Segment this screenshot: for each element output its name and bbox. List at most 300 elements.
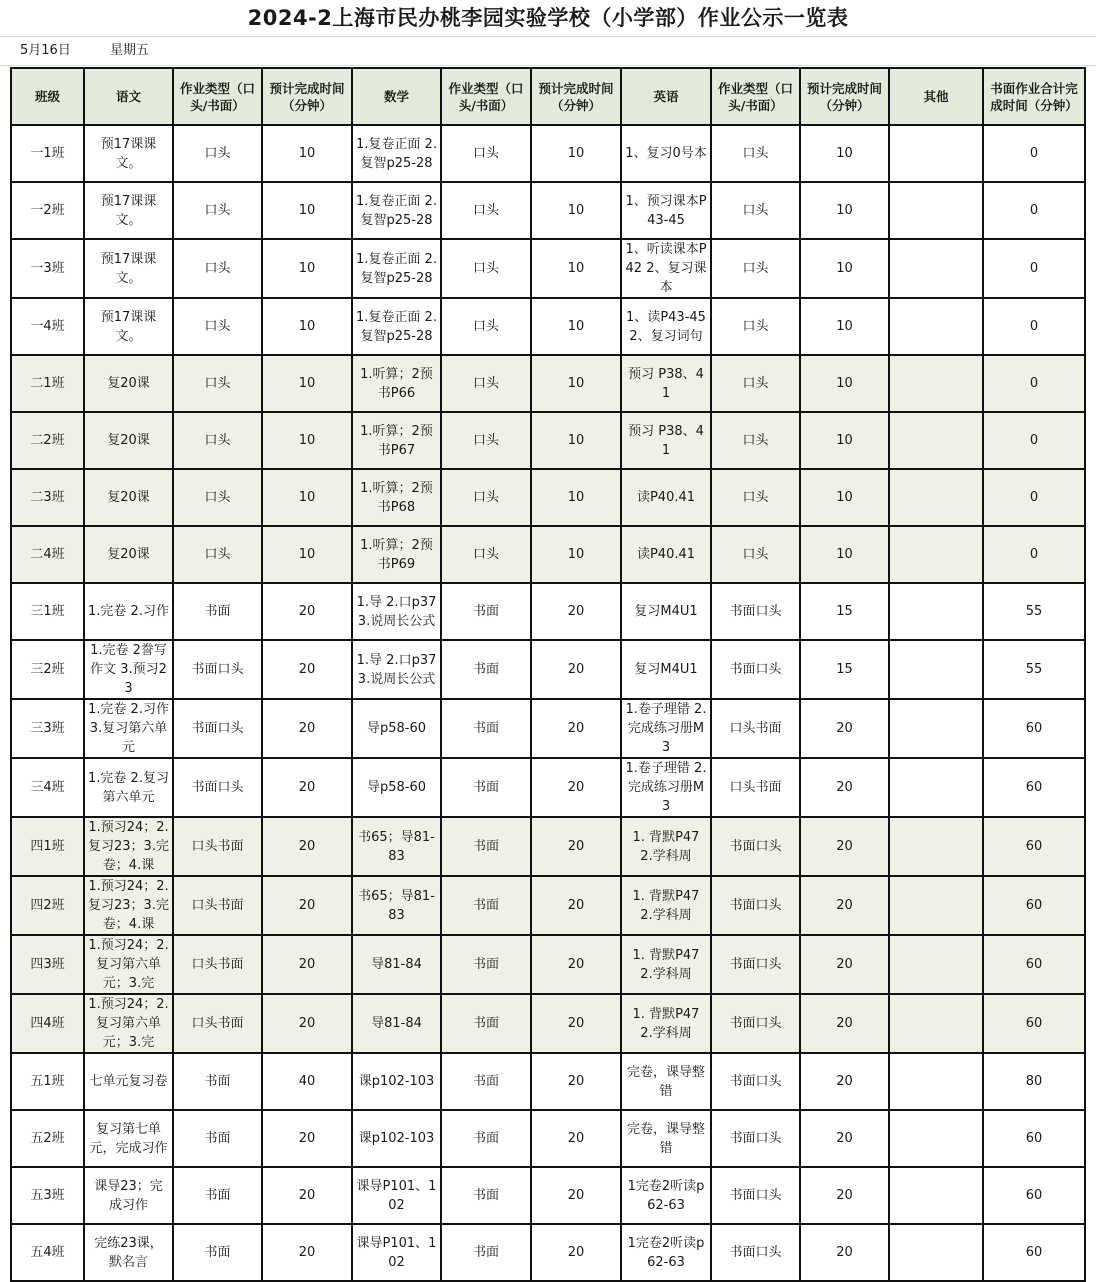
chinese-type-cell-text: 书面	[204, 1074, 231, 1089]
english-type-cell-text: 口头	[742, 146, 769, 161]
math-type-cell	[441, 758, 531, 817]
english-homework-cell	[621, 640, 711, 699]
chinese-minutes-cell	[262, 640, 352, 699]
math-minutes-cell	[531, 758, 621, 817]
chinese-minutes-cell-text: 10	[298, 433, 316, 448]
math-minutes-cell	[531, 298, 621, 355]
chinese-minutes-cell-text: 20	[298, 1016, 316, 1031]
math-minutes-cell	[531, 1053, 621, 1110]
english-homework-cell-text: 读P40.41	[636, 547, 696, 562]
written-total-cell	[983, 876, 1085, 935]
chinese-homework-cell-text: 1.完卷 2誊写作文 3.预习23	[90, 643, 167, 696]
chinese-minutes-cell	[262, 298, 352, 355]
english-minutes-cell-text: 20	[836, 839, 853, 854]
chinese-type-cell-text: 口头书面	[191, 839, 244, 854]
written-total-cell	[983, 640, 1085, 699]
class-cell-text: 五3班	[30, 1188, 65, 1203]
class-cell	[11, 412, 84, 469]
table-row	[11, 298, 1085, 355]
class-cell	[11, 526, 84, 583]
chinese-homework-cell-text: 1.预习24；2.复习23；3.完卷；4.课	[88, 879, 169, 932]
math-type-cell	[441, 182, 531, 239]
english-homework-cell-text: 1完卷2听读p62-63	[627, 1178, 705, 1213]
class-cell-text: 一4班	[30, 319, 65, 334]
header-chinese-time: 预计完成时间（分钟）	[262, 68, 352, 125]
math-minutes-cell	[531, 125, 621, 182]
english-minutes-cell-text: 20	[836, 1188, 853, 1203]
english-type-cell-text: 书面口头	[729, 1131, 782, 1146]
math-type-cell	[441, 1053, 531, 1110]
table-row	[11, 640, 1085, 699]
written-total-cell	[983, 526, 1085, 583]
english-type-cell	[711, 1110, 800, 1167]
english-type-cell-text: 书面口头	[729, 1016, 782, 1031]
chinese-type-cell-text: 口头	[204, 146, 231, 161]
table-row	[11, 469, 1085, 526]
chinese-minutes-cell	[262, 1110, 352, 1167]
english-type-cell	[711, 817, 800, 876]
chinese-type-cell-text: 书面	[204, 604, 231, 619]
english-minutes-cell-text: 20	[836, 957, 853, 972]
math-minutes-cell	[531, 817, 621, 876]
written-total-cell	[983, 583, 1085, 640]
math-homework-cell	[352, 583, 441, 640]
header-english-time: 预计完成时间（分钟）	[800, 68, 889, 125]
other-cell	[889, 583, 983, 640]
english-type-cell-text: 口头	[742, 490, 769, 505]
table-header-row	[11, 68, 1085, 125]
chinese-type-cell	[173, 125, 262, 182]
english-type-cell	[711, 1167, 800, 1224]
english-minutes-cell-text: 20	[836, 721, 853, 736]
chinese-homework-cell	[84, 758, 173, 817]
english-type-cell	[711, 640, 800, 699]
math-type-cell	[441, 640, 531, 699]
written-total-cell-text: 0	[1029, 433, 1039, 448]
english-minutes-cell	[800, 239, 889, 298]
english-type-cell	[711, 526, 800, 583]
other-cell	[889, 1110, 983, 1167]
chinese-homework-cell-text: 1.预习24；2.复习第六单元；3.完	[88, 997, 169, 1050]
english-minutes-cell-text: 10	[836, 319, 853, 334]
chinese-type-cell-text: 口头书面	[191, 1016, 244, 1031]
chinese-type-cell-text: 书面口头	[191, 780, 244, 795]
chinese-minutes-cell-text: 10	[298, 146, 316, 161]
chinese-minutes-cell	[262, 1053, 352, 1110]
chinese-type-cell-text: 书面口头	[191, 721, 244, 736]
written-total-cell-text: 0	[1029, 547, 1039, 562]
english-minutes-cell-text: 20	[836, 898, 853, 913]
english-homework-cell-text: 读P40.41	[636, 490, 696, 505]
written-total-cell	[983, 1167, 1085, 1224]
math-type-cell-text: 书面	[472, 1188, 499, 1203]
chinese-minutes-cell-text: 20	[298, 780, 316, 795]
english-homework-cell	[621, 699, 711, 758]
english-type-cell	[711, 469, 800, 526]
chinese-homework-cell-text: 1.完卷 2.习作	[88, 604, 169, 619]
math-type-cell-text: 书面	[472, 721, 499, 736]
chinese-type-cell	[173, 298, 262, 355]
english-minutes-cell-text: 20	[836, 780, 853, 795]
english-homework-cell-text: 1. 背默P47 2.学科周	[632, 1006, 700, 1041]
english-type-cell	[711, 182, 800, 239]
math-type-cell	[441, 876, 531, 935]
math-minutes-cell-text: 10	[567, 261, 585, 276]
chinese-minutes-cell-text: 10	[298, 319, 316, 334]
math-homework-cell	[352, 1053, 441, 1110]
chinese-homework-cell	[84, 935, 173, 994]
chinese-homework-cell	[84, 699, 173, 758]
math-homework-cell-text: 导p58-60	[366, 780, 427, 795]
math-type-cell-text: 书面	[472, 604, 499, 619]
english-type-cell	[711, 412, 800, 469]
other-cell	[889, 1053, 983, 1110]
chinese-type-cell	[173, 935, 262, 994]
table-row	[11, 699, 1085, 758]
class-cell-text: 三1班	[30, 604, 65, 619]
written-total-cell	[983, 125, 1085, 182]
math-homework-cell-text: 1.复卷正面 2.复智p25-28	[356, 251, 437, 286]
other-cell	[889, 298, 983, 355]
other-cell	[889, 876, 983, 935]
written-total-cell-text: 60	[1025, 957, 1043, 972]
english-homework-cell-text: 1、复习0号本	[625, 146, 707, 161]
written-total-cell-text: 60	[1025, 1016, 1043, 1031]
math-type-cell	[441, 298, 531, 355]
chinese-homework-cell	[84, 876, 173, 935]
english-type-cell-text: 口头	[742, 547, 769, 562]
english-homework-cell	[621, 1110, 711, 1167]
chinese-type-cell-text: 口头	[204, 433, 231, 448]
math-homework-cell	[352, 469, 441, 526]
math-homework-cell-text: 1.听算；2预书P67	[360, 423, 433, 458]
chinese-minutes-cell-text: 20	[298, 839, 316, 854]
table-row	[11, 1167, 1085, 1224]
class-cell-text: 三3班	[30, 721, 65, 736]
class-cell	[11, 876, 84, 935]
class-cell	[11, 1053, 84, 1110]
chinese-minutes-cell	[262, 699, 352, 758]
english-minutes-cell-text: 10	[836, 376, 853, 391]
chinese-minutes-cell-text: 20	[298, 898, 316, 913]
math-minutes-cell-text: 20	[567, 721, 585, 736]
chinese-type-cell	[173, 1053, 262, 1110]
english-minutes-cell	[800, 640, 889, 699]
math-minutes-cell	[531, 526, 621, 583]
header-chinese: 语文	[84, 68, 173, 125]
english-minutes-cell-text: 10	[836, 490, 853, 505]
english-homework-cell-text: 1. 背默P47 2.学科周	[632, 888, 700, 923]
english-type-cell-text: 书面口头	[729, 1245, 782, 1260]
chinese-type-cell	[173, 817, 262, 876]
chinese-homework-cell	[84, 1167, 173, 1224]
written-total-cell-text: 55	[1025, 604, 1043, 619]
other-cell	[889, 640, 983, 699]
math-minutes-cell-text: 20	[567, 780, 585, 795]
english-minutes-cell	[800, 526, 889, 583]
math-minutes-cell-text: 20	[567, 1188, 585, 1203]
written-total-cell-text: 0	[1029, 490, 1039, 505]
table-row	[11, 1224, 1085, 1281]
chinese-homework-cell	[84, 298, 173, 355]
english-homework-cell-text: 1、读P43-45 2、复习词句	[626, 309, 706, 344]
english-minutes-cell	[800, 583, 889, 640]
english-minutes-cell-text: 10	[836, 261, 853, 276]
chinese-type-cell	[173, 1167, 262, 1224]
chinese-homework-cell-text: 预17课课文。	[100, 136, 157, 171]
english-minutes-cell	[800, 355, 889, 412]
math-minutes-cell-text: 20	[567, 604, 585, 619]
english-type-cell-text: 书面口头	[729, 898, 782, 913]
english-type-cell-text: 口头	[742, 319, 769, 334]
table-row	[11, 994, 1085, 1053]
math-minutes-cell	[531, 182, 621, 239]
math-homework-cell	[352, 640, 441, 699]
chinese-type-cell	[173, 699, 262, 758]
other-cell	[889, 526, 983, 583]
math-type-cell	[441, 935, 531, 994]
math-minutes-cell-text: 10	[567, 319, 585, 334]
math-minutes-cell-text: 10	[567, 146, 585, 161]
written-total-cell	[983, 239, 1085, 298]
math-minutes-cell	[531, 1167, 621, 1224]
english-homework-cell	[621, 469, 711, 526]
class-cell-text: 一3班	[30, 261, 65, 276]
english-minutes-cell	[800, 1167, 889, 1224]
math-type-cell	[441, 526, 531, 583]
math-homework-cell-text: 1.导 2.口p37 3.说周长公式	[356, 594, 437, 629]
english-minutes-cell-text: 15	[836, 604, 853, 619]
math-homework-cell	[352, 876, 441, 935]
english-minutes-cell	[800, 876, 889, 935]
chinese-homework-cell-text: 1.完卷 2.复习第六单元	[88, 770, 169, 805]
math-minutes-cell	[531, 876, 621, 935]
math-minutes-cell	[531, 640, 621, 699]
english-type-cell	[711, 239, 800, 298]
table-row	[11, 182, 1085, 239]
english-type-cell-text: 口头	[742, 261, 769, 276]
english-homework-cell	[621, 298, 711, 355]
class-cell-text: 一1班	[30, 146, 65, 161]
chinese-minutes-cell-text: 10	[298, 547, 316, 562]
class-cell	[11, 125, 84, 182]
written-total-cell	[983, 1053, 1085, 1110]
other-cell	[889, 817, 983, 876]
english-type-cell	[711, 125, 800, 182]
english-minutes-cell-text: 20	[836, 1074, 853, 1089]
chinese-homework-cell	[84, 1110, 173, 1167]
written-total-cell-text: 60	[1025, 721, 1043, 736]
chinese-minutes-cell-text: 40	[298, 1074, 316, 1089]
math-minutes-cell	[531, 239, 621, 298]
written-total-cell-text: 60	[1025, 898, 1043, 913]
chinese-type-cell	[173, 758, 262, 817]
math-type-cell-text: 书面	[472, 898, 499, 913]
chinese-homework-cell-text: 复习第七单元，完成习作	[89, 1121, 168, 1156]
math-homework-cell	[352, 298, 441, 355]
page-title: 2024-2上海市民办桃李园实验学校（小学部）作业公示一览表	[247, 6, 849, 30]
math-homework-cell-text: 课p102-103	[358, 1131, 435, 1146]
english-homework-cell	[621, 412, 711, 469]
math-homework-cell	[352, 182, 441, 239]
written-total-cell	[983, 994, 1085, 1053]
math-type-cell-text: 口头	[472, 203, 499, 218]
english-type-cell-text: 书面口头	[729, 1188, 782, 1203]
written-total-cell-text: 0	[1029, 146, 1039, 161]
math-type-cell-text: 书面	[472, 1016, 499, 1031]
english-type-cell	[711, 935, 800, 994]
class-cell-text: 五4班	[30, 1245, 65, 1260]
english-homework-cell-text: 1、听读课本P42 2、复习课本	[625, 242, 707, 295]
chinese-minutes-cell	[262, 125, 352, 182]
chinese-homework-cell	[84, 640, 173, 699]
chinese-homework-cell	[84, 1224, 173, 1281]
other-cell	[889, 125, 983, 182]
header-english: 英语	[621, 68, 711, 125]
math-homework-cell	[352, 1224, 441, 1281]
english-homework-cell	[621, 1167, 711, 1224]
class-cell	[11, 640, 84, 699]
chinese-type-cell	[173, 412, 262, 469]
math-type-cell	[441, 1224, 531, 1281]
math-homework-cell	[352, 125, 441, 182]
table-row	[11, 817, 1085, 876]
other-cell	[889, 182, 983, 239]
math-minutes-cell	[531, 935, 621, 994]
english-type-cell	[711, 583, 800, 640]
math-minutes-cell-text: 10	[567, 203, 585, 218]
english-homework-cell-text: 预习 P38、41	[628, 423, 704, 458]
class-cell-text: 五1班	[30, 1074, 65, 1089]
english-type-cell	[711, 355, 800, 412]
class-cell-text: 四1班	[30, 839, 65, 854]
chinese-type-cell-text: 口头书面	[191, 898, 244, 913]
chinese-minutes-cell	[262, 355, 352, 412]
other-cell	[889, 239, 983, 298]
chinese-homework-cell	[84, 182, 173, 239]
english-type-cell-text: 书面口头	[729, 957, 782, 972]
chinese-type-cell-text: 口头书面	[191, 957, 244, 972]
other-cell	[889, 412, 983, 469]
class-cell-text: 二2班	[30, 433, 65, 448]
other-cell	[889, 355, 983, 412]
chinese-type-cell-text: 书面	[204, 1131, 231, 1146]
chinese-type-cell-text: 口头	[204, 376, 231, 391]
chinese-homework-cell-text: 完练23课，默名言	[94, 1235, 163, 1270]
math-type-cell	[441, 994, 531, 1053]
math-homework-cell	[352, 1110, 441, 1167]
math-minutes-cell	[531, 1110, 621, 1167]
english-type-cell-text: 口头	[742, 433, 769, 448]
english-minutes-cell	[800, 699, 889, 758]
date-row	[0, 36, 1096, 66]
math-homework-cell-text: 1.复卷正面 2.复智p25-28	[356, 136, 437, 171]
chinese-homework-cell-text: 复20课	[107, 547, 150, 562]
english-homework-cell-text: 1.卷子理错 2.完成练习册M3	[625, 761, 707, 814]
math-homework-cell	[352, 994, 441, 1053]
chinese-homework-cell-text: 复20课	[107, 490, 150, 505]
chinese-type-cell	[173, 583, 262, 640]
english-homework-cell	[621, 1224, 711, 1281]
math-homework-cell	[352, 355, 441, 412]
math-minutes-cell-text: 20	[567, 957, 585, 972]
written-total-cell	[983, 1224, 1085, 1281]
class-cell	[11, 239, 84, 298]
math-homework-cell-text: 1.复卷正面 2.复智p25-28	[356, 193, 437, 228]
header-math-time: 预计完成时间（分钟）	[531, 68, 621, 125]
chinese-type-cell-text: 口头	[204, 261, 231, 276]
english-homework-cell	[621, 239, 711, 298]
english-homework-cell	[621, 817, 711, 876]
chinese-homework-cell	[84, 469, 173, 526]
written-total-cell	[983, 469, 1085, 526]
header-chinese-type: 作业类型（口头/书面）	[173, 68, 262, 125]
math-homework-cell-text: 1.复卷正面 2.复智p25-28	[356, 309, 437, 344]
chinese-type-cell-text: 口头	[204, 319, 231, 334]
math-homework-cell-text: 课p102-103	[358, 1074, 435, 1089]
chinese-minutes-cell	[262, 182, 352, 239]
header-other: 其他	[889, 68, 983, 125]
chinese-minutes-cell-text: 20	[298, 1131, 316, 1146]
english-type-cell-text: 书面口头	[729, 839, 782, 854]
math-type-cell-text: 口头	[472, 547, 499, 562]
math-type-cell-text: 口头	[472, 376, 499, 391]
chinese-type-cell	[173, 876, 262, 935]
chinese-minutes-cell-text: 10	[298, 490, 316, 505]
homework-table	[10, 67, 1086, 1282]
math-homework-cell	[352, 758, 441, 817]
chinese-minutes-cell	[262, 412, 352, 469]
math-homework-cell	[352, 526, 441, 583]
class-cell-text: 四3班	[30, 957, 65, 972]
chinese-minutes-cell-text: 20	[298, 1245, 316, 1260]
table-row	[11, 355, 1085, 412]
english-homework-cell-text: 1完卷2听读p62-63	[627, 1235, 705, 1270]
math-minutes-cell-text: 10	[567, 433, 585, 448]
chinese-homework-cell-text: 预17课课文。	[100, 193, 157, 228]
chinese-type-cell	[173, 1110, 262, 1167]
english-minutes-cell-text: 10	[836, 146, 853, 161]
math-homework-cell-text: 1.听算；2预书P69	[360, 537, 433, 572]
math-homework-cell-text: 书65；导81-83	[358, 888, 435, 923]
math-homework-cell	[352, 239, 441, 298]
written-total-cell-text: 0	[1029, 376, 1039, 391]
english-homework-cell	[621, 1053, 711, 1110]
math-minutes-cell-text: 10	[567, 490, 585, 505]
written-total-cell-text: 80	[1025, 1074, 1043, 1089]
written-total-cell	[983, 817, 1085, 876]
class-cell	[11, 1110, 84, 1167]
header-math-type: 作业类型（口头/书面）	[441, 68, 531, 125]
header-english-type: 作业类型（口头/书面）	[711, 68, 800, 125]
table-body	[11, 125, 1085, 1281]
math-homework-cell	[352, 1167, 441, 1224]
math-minutes-cell-text: 20	[567, 1245, 585, 1260]
written-total-cell-text: 60	[1025, 1188, 1043, 1203]
english-homework-cell-text: 1. 背默P47 2.学科周	[632, 829, 700, 864]
chinese-minutes-cell-text: 20	[298, 1188, 316, 1203]
english-minutes-cell	[800, 469, 889, 526]
class-cell	[11, 182, 84, 239]
math-type-cell	[441, 355, 531, 412]
class-cell	[11, 1167, 84, 1224]
chinese-minutes-cell-text: 20	[298, 604, 316, 619]
chinese-type-cell	[173, 994, 262, 1053]
table-row	[11, 125, 1085, 182]
math-type-cell-text: 口头	[472, 319, 499, 334]
math-type-cell-text: 口头	[472, 261, 499, 276]
math-type-cell	[441, 817, 531, 876]
